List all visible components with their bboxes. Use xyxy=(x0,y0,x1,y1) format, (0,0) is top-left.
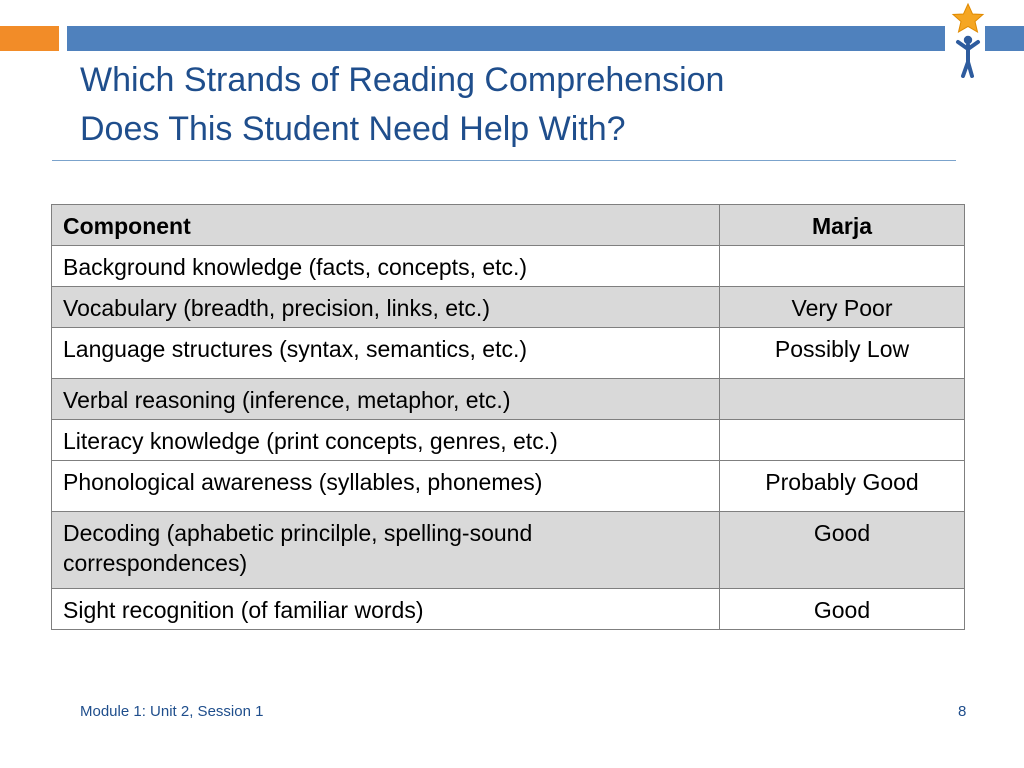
table-row xyxy=(52,589,965,630)
row-rating: Good xyxy=(720,589,965,630)
footer-module-label: Module 1: Unit 2, Session 1 xyxy=(80,703,264,720)
header-component: Component xyxy=(52,205,720,246)
row-rating: Very Poor xyxy=(720,287,965,328)
row-rating xyxy=(720,420,965,461)
row-rating: Possibly Low xyxy=(720,328,965,379)
row-component: Verbal reasoning (inference, metaphor, etc.) xyxy=(52,379,720,420)
table-row xyxy=(52,328,965,379)
slide-title-line-2: Does This Student Need Help With? xyxy=(80,110,626,148)
table-header-row xyxy=(52,205,965,246)
title-divider xyxy=(52,160,956,161)
table-row xyxy=(52,461,965,512)
row-rating xyxy=(720,379,965,420)
slide-title xyxy=(80,56,940,154)
row-component: Background knowledge (facts, concepts, etc.) xyxy=(52,246,720,287)
row-rating: Good xyxy=(720,512,965,589)
slide-title-line-1: Which Strands of Reading Comprehension xyxy=(80,61,725,99)
row-component: Vocabulary (breadth, precision, links, etc.) xyxy=(52,287,720,328)
components-table xyxy=(51,204,965,630)
row-component: Decoding (aphabetic princilple, spelling-sound correspondences) xyxy=(52,512,720,589)
row-rating: Probably Good xyxy=(720,461,965,512)
header-bar-blue xyxy=(67,26,945,51)
table-row xyxy=(52,420,965,461)
header-student: Marja xyxy=(720,205,965,246)
table-row xyxy=(52,512,965,589)
page-number: 8 xyxy=(958,703,967,720)
row-component: Literacy knowledge (print concepts, genres, etc.) xyxy=(52,420,720,461)
table-row xyxy=(52,246,965,287)
row-component: Phonological awareness (syllables, phonemes) xyxy=(52,461,720,512)
table-row xyxy=(52,379,965,420)
star-person-icon xyxy=(948,2,988,78)
row-component: Sight recognition (of familiar words) xyxy=(52,589,720,630)
header-bar-blue-right xyxy=(985,26,1024,51)
table-row xyxy=(52,287,965,328)
row-rating xyxy=(720,246,965,287)
header-bar-orange xyxy=(0,26,59,51)
row-component: Language structures (syntax, semantics, etc.) xyxy=(52,328,720,379)
